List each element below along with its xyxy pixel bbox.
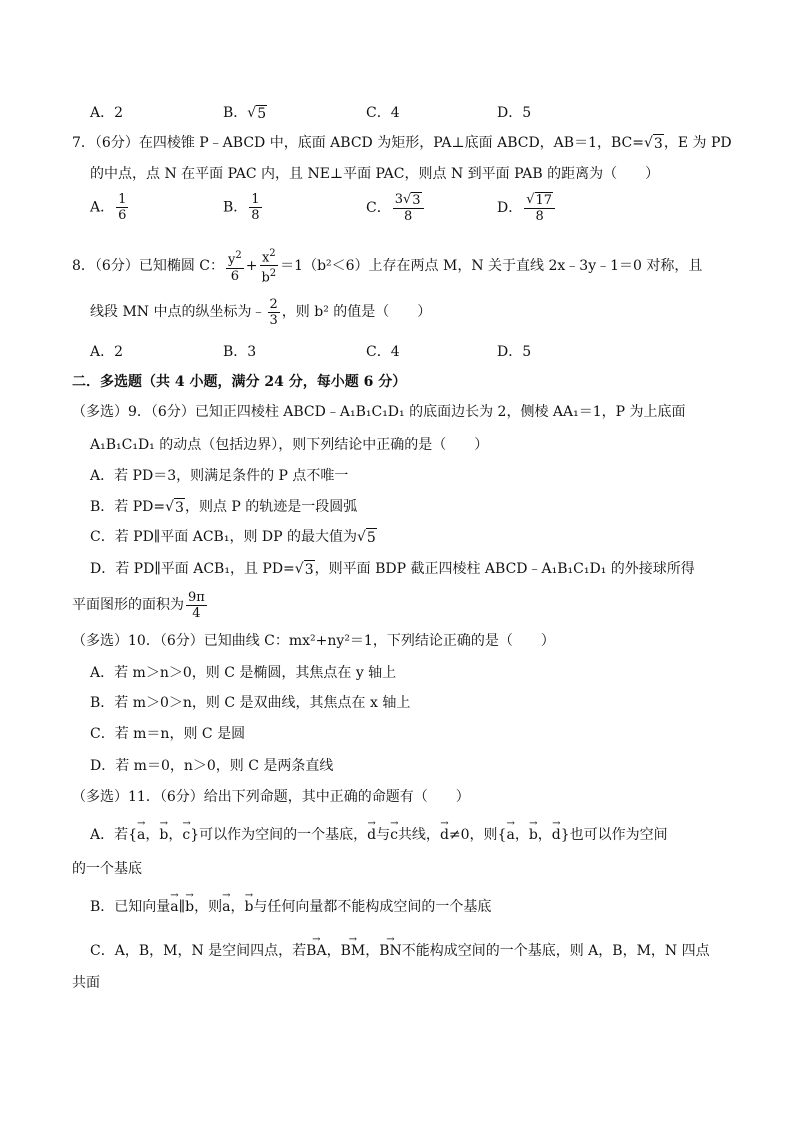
q10-option-a: A．若 m＞n＞0，则 C 是椭圆，其焦点在 y 轴上 — [90, 665, 397, 681]
q9-option-b-tail: ，则点 P 的轨迹是一段圆弧 — [184, 499, 358, 515]
q11-option-c-line2: 共面 — [72, 975, 100, 991]
var-b: b — [261, 270, 270, 286]
q6-option-b-radicand: 5 — [257, 106, 267, 122]
fraction — [268, 297, 280, 328]
radicand: 5 — [366, 530, 376, 546]
var-x: x — [261, 250, 270, 266]
section-heading: 二．多选题（共 4 小题，满分 24 分，每小题 6 分） — [72, 374, 407, 390]
q10-option-d: D．若 m＝0，n＞0，则 C 是两条直线 — [90, 758, 334, 774]
vector-d: → d — [367, 826, 376, 844]
q9-option-d-line2 — [72, 588, 209, 622]
sqrt-symbol: √ 3 — [403, 192, 421, 208]
text: 共线， — [397, 827, 440, 843]
numerator: 2 — [269, 296, 278, 312]
vector-c: → c — [182, 826, 190, 844]
q7-option-b — [223, 192, 264, 223]
q9-option-c-label: C．若 PD∥平面 ACB₁，则 DP 的最大值为 — [90, 529, 357, 545]
exponent: 2 — [269, 248, 276, 259]
vector-a: → a — [170, 898, 178, 916]
denominator: 6 — [230, 268, 239, 284]
fraction-x — [259, 246, 278, 286]
vector-bm: → BM — [341, 942, 366, 960]
denominator — [259, 266, 278, 285]
vector-b: → b — [529, 826, 538, 844]
sqrt-symbol: √ 3 — [294, 561, 314, 578]
text: ， — [230, 899, 245, 915]
denominator: 6 — [118, 208, 127, 223]
numerator — [524, 192, 555, 209]
text: }也可以作为空间 — [560, 827, 668, 843]
var-y: y — [227, 252, 236, 268]
vector-a: → a — [137, 826, 145, 844]
vector-b: → b — [244, 898, 253, 916]
q7-radicand: 3 — [653, 136, 663, 152]
numerator: 9π — [188, 589, 205, 605]
denominator: 8 — [535, 209, 544, 224]
text: ， — [326, 943, 341, 959]
radicand: 3 — [175, 500, 184, 516]
denominator: 8 — [404, 209, 413, 224]
q9-stem-line1: （多选）9．（6分）已知正四棱柱 ABCD﹣A₁B₁C₁D₁ 的底面边长为 2，侧棱 AA₁＝1，P 为上底面 — [72, 404, 686, 420]
text: ， — [145, 827, 160, 843]
q7-option-b-label: B． — [223, 199, 248, 216]
vector-a: → a — [222, 898, 230, 916]
vector-c: → c — [390, 826, 398, 844]
text: ， — [514, 827, 529, 843]
q7-option-a — [90, 192, 130, 223]
sqrt-symbol: √ 3 — [165, 499, 184, 516]
q10-option-b: B．若 m＞0＞n，则 C 是双曲线，其焦点在 x 轴上 — [90, 695, 411, 711]
sqrt-symbol: √ 3 — [643, 135, 663, 152]
q8-option-c: C．4 — [366, 344, 400, 360]
fraction — [524, 192, 555, 224]
q11-option-c-line1 — [90, 942, 710, 960]
q7-option-a-label: A． — [90, 199, 115, 216]
q8-line2-b: ，则 b² 的值是（ ） — [281, 304, 432, 320]
numerator: 1 — [251, 192, 260, 207]
q11-option-a-line2: 的一个基底 — [72, 861, 142, 877]
text: 不能构成空间的一个基底，则 A，B，M，N 四点 — [401, 943, 710, 959]
vector-b: → b — [159, 826, 168, 844]
q9-option-d-line2-text: 平面图形的面积为 — [72, 597, 184, 613]
text: B．已知向量 — [90, 899, 171, 915]
q9-option-b — [90, 498, 357, 517]
vector-a: → a — [506, 826, 514, 844]
sqrt-symbol: √ 5 — [357, 529, 376, 546]
q11-stem: （多选）11．（6分）给出下列命题，其中正确的命题有（ ） — [72, 789, 470, 805]
text: 与 — [376, 827, 391, 843]
q11-option-b — [90, 898, 491, 916]
q8-stem-line1: 8．（6分）已知椭圆 C： $\frac{y^2}{6}$ + $\frac{x^2}{b^2}$ ＝1（b²＜6）上存在两点 M，N 关于直线 2x﹣3y﹣1＝0 对称，且 — [72, 248, 703, 286]
radicand: 3 — [304, 562, 314, 578]
q9-stem-line2: A₁B₁C₁D₁ 的动点（包括边界），则下列结论中正确的是（ ） — [90, 437, 489, 453]
text: ≠0，则{ — [448, 827, 507, 843]
text: ，则 — [194, 899, 223, 915]
q9-option-d-label: D．若 PD∥平面 ACB₁，且 PD= — [90, 561, 295, 577]
q11-option-a-line1 — [90, 826, 668, 844]
q7-option-c-label: C． — [366, 200, 391, 216]
q6-option-d: D．5 — [497, 105, 532, 121]
fraction — [186, 590, 207, 621]
text: A．若{ — [90, 827, 138, 843]
q7-option-d — [497, 192, 557, 224]
q10-stem: （多选）10．（6分）已知曲线 C：mx²+ny²＝1，下列结论正确的是（ ） — [72, 633, 555, 649]
exponent: 2 — [235, 250, 242, 262]
text: ， — [168, 827, 183, 843]
text: ， — [537, 827, 552, 843]
fraction — [249, 192, 261, 223]
q7-stem-line1 — [72, 134, 732, 153]
q8-stem-line2 — [90, 295, 431, 329]
q6-option-b-label: B． — [223, 105, 248, 121]
sqrt-symbol: √ 17 — [526, 192, 553, 208]
q6-option-b — [223, 102, 267, 122]
q9-option-a: A．若 PD＝3，则满足条件的 P 点不唯一 — [90, 468, 349, 484]
numerator — [260, 246, 278, 266]
text: ， — [365, 943, 380, 959]
q10-option-c: C．若 m＝n，则 C 是圆 — [90, 726, 246, 742]
radicand: 17 — [535, 193, 553, 208]
q8-option-d: D．5 — [497, 344, 532, 360]
radicand: 3 — [412, 193, 421, 208]
denominator: 4 — [192, 605, 201, 621]
q7-stem-line2: 的中点，点 N 在平面 PAC 内，且 NE⊥平面 PAC，则点 N 到平面 PAB 的距离为（ ） — [90, 166, 660, 182]
vector-d: → d — [552, 826, 561, 844]
coefficient: 3 — [394, 192, 403, 207]
q9-option-c — [90, 528, 377, 547]
fraction-y — [226, 248, 244, 283]
numerator — [226, 248, 244, 268]
vector-bn: → BN — [379, 942, 402, 960]
q8-option-a: A．2 — [90, 344, 124, 360]
q7-option-d-label: D． — [497, 200, 523, 216]
q9-option-d-tail: ，则平面 BDP 截正四棱柱 ABCD﹣A₁B₁C₁D₁ 的外接球所得 — [314, 561, 695, 577]
fraction — [393, 192, 424, 224]
text: }可以作为空间的一个基底， — [190, 827, 368, 843]
q9-option-d-line1 — [90, 560, 695, 579]
denominator: 8 — [251, 208, 260, 223]
q8-line2-a: 线段 MN 中点的纵坐标为﹣ — [90, 304, 266, 320]
denominator: 3 — [269, 312, 278, 328]
q9-option-b-label: B．若 PD= — [90, 499, 166, 515]
q7-text-tail: ，E 为 PD — [663, 135, 732, 151]
text: C．A，B，M，N 是空间四点，若 — [90, 943, 307, 959]
q6-option-a: A．2 — [90, 105, 124, 121]
q7-option-c — [366, 192, 426, 224]
q8-prefix: 8．（6分）已知椭圆 C： — [72, 257, 224, 274]
text: 与任何向量都不能构成空间的一个基底 — [253, 899, 492, 915]
q8-option-b: B．3 — [223, 344, 257, 360]
q6-option-c: C．4 — [366, 105, 400, 121]
vector-b: → b — [185, 898, 194, 916]
vector-ba: → BA — [306, 942, 326, 960]
text: ∥ — [178, 899, 186, 915]
vector-d: → d — [440, 826, 449, 844]
q8-tail: ＝1（b²＜6）上存在两点 M，N 关于直线 2x﹣3y﹣1＝0 对称，且 — [280, 257, 703, 274]
fraction — [116, 192, 128, 223]
numerator — [393, 192, 424, 209]
exponent: 2 — [269, 268, 277, 280]
sqrt-symbol: √ 5 — [247, 105, 267, 122]
q7-text: 7．（6分）在四棱锥 P﹣ABCD 中，底面 ABCD 为矩形，PA⊥底面 ABCD，AB＝1，BC= — [72, 135, 644, 151]
numerator: 1 — [118, 192, 127, 207]
